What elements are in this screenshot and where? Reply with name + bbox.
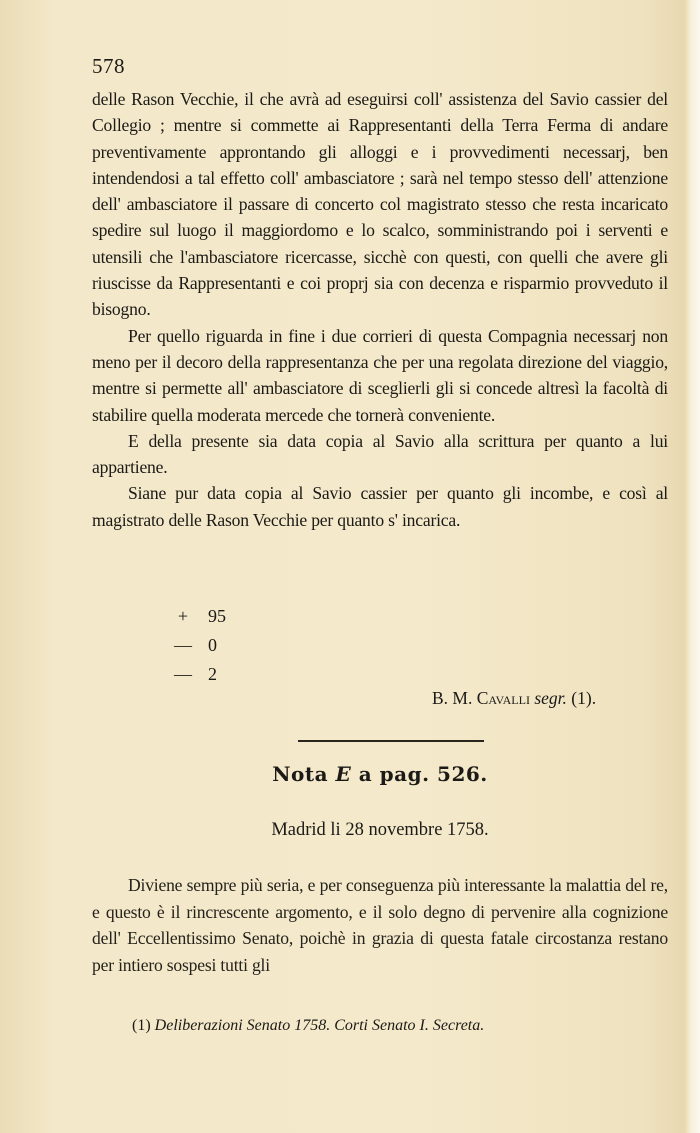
vote-row-abstain [172,660,226,689]
letter-text [92,872,668,978]
vote-count: 2 [208,664,217,684]
paragraph-couriers: Per quello riguarda in fine i due corrieri di questa Compagnia necessarj non meno per il decoro della rappresentanza che per una regolata direzione del viaggio, mentre si permette all' ambasciatore di sceglierli gli si concede altresì la facoltà di stabilire quella moderata mercede che tornerà conveniente. [92,325,668,425]
signature-initials: B. M. [432,688,473,708]
vote-sign: — [174,635,192,655]
vote-count: 0 [208,635,217,655]
decree-text [92,86,668,533]
footnote-text: Deliberazioni Senato 1758. Corti Senato I. Secreta. [154,1017,485,1034]
signature [432,688,596,709]
vote-row-against [172,631,226,660]
note-heading-letter: E [335,762,352,786]
page-edge [684,0,700,1133]
letter-paragraph: Diviene sempre più seria, e per conseguenza più interessante la malattia del re, e questo è il rincrescente argomento, e il solo degno di pervenire alla cognizione dell' Eccellentissimo Senato, poichè in grazia di questa fatale circostanza restano per intiero sospesi tutti gli [92,875,668,975]
vote-sign: + [177,606,189,626]
paragraph-continuation: delle Rason Vecchie, il che avrà ad eseguirsi coll' assistenza del Savio cassier del Collegio ; mentre si commette ai Rappresentanti della Terra Ferma di andare preventivamente approntando gli alloggi e i provvedimenti necessarj, ben intendendosi a tal effetto coll' ambasciatore ; sarà nel tempo stesso dell' attenzione dell' ambasciatore il passare di concerto col magistrato stesso che resta incaricato spedire sul luogo il maggiordomo e lo scalco, somministrando poi i serventi e utensili che l'ambasciatore ricercasse, sicchè con questi, con quelli che avere gli riuscisse da Rappresentanti e coi proprj sia con decenza e risparmio provveduto il bisogno. [92,89,668,320]
vote-sign: — [174,664,192,684]
footnote-reference: (1). [571,688,597,708]
note-heading-suffix: a pag. 526. [358,762,488,786]
paragraph-copy-savio-scrittura: E della presente sia data copia al Savio alla scrittura per quanto a lui appartiene. [92,430,668,478]
note-heading [0,762,700,786]
letter-dateline: Madrid li 28 novembre 1758. [271,820,489,840]
footnote-marker: (1) [132,1017,151,1034]
section-divider [298,740,484,742]
vote-tally [172,602,226,689]
page-number: 578 [92,54,125,78]
vote-count: 95 [208,606,226,626]
note-heading-prefix: Nota [272,762,329,786]
footnote [132,1017,484,1035]
signature-title: segr. [534,688,567,708]
paragraph-copy-savio-cassier: Siane pur data copia al Savio cassier per quanto gli incombe, e così al magistrato delle Rason Vecchie per quanto s' incarica. [92,483,668,530]
vote-row-favor [172,602,226,631]
signature-surname: Cavalli [476,688,530,708]
